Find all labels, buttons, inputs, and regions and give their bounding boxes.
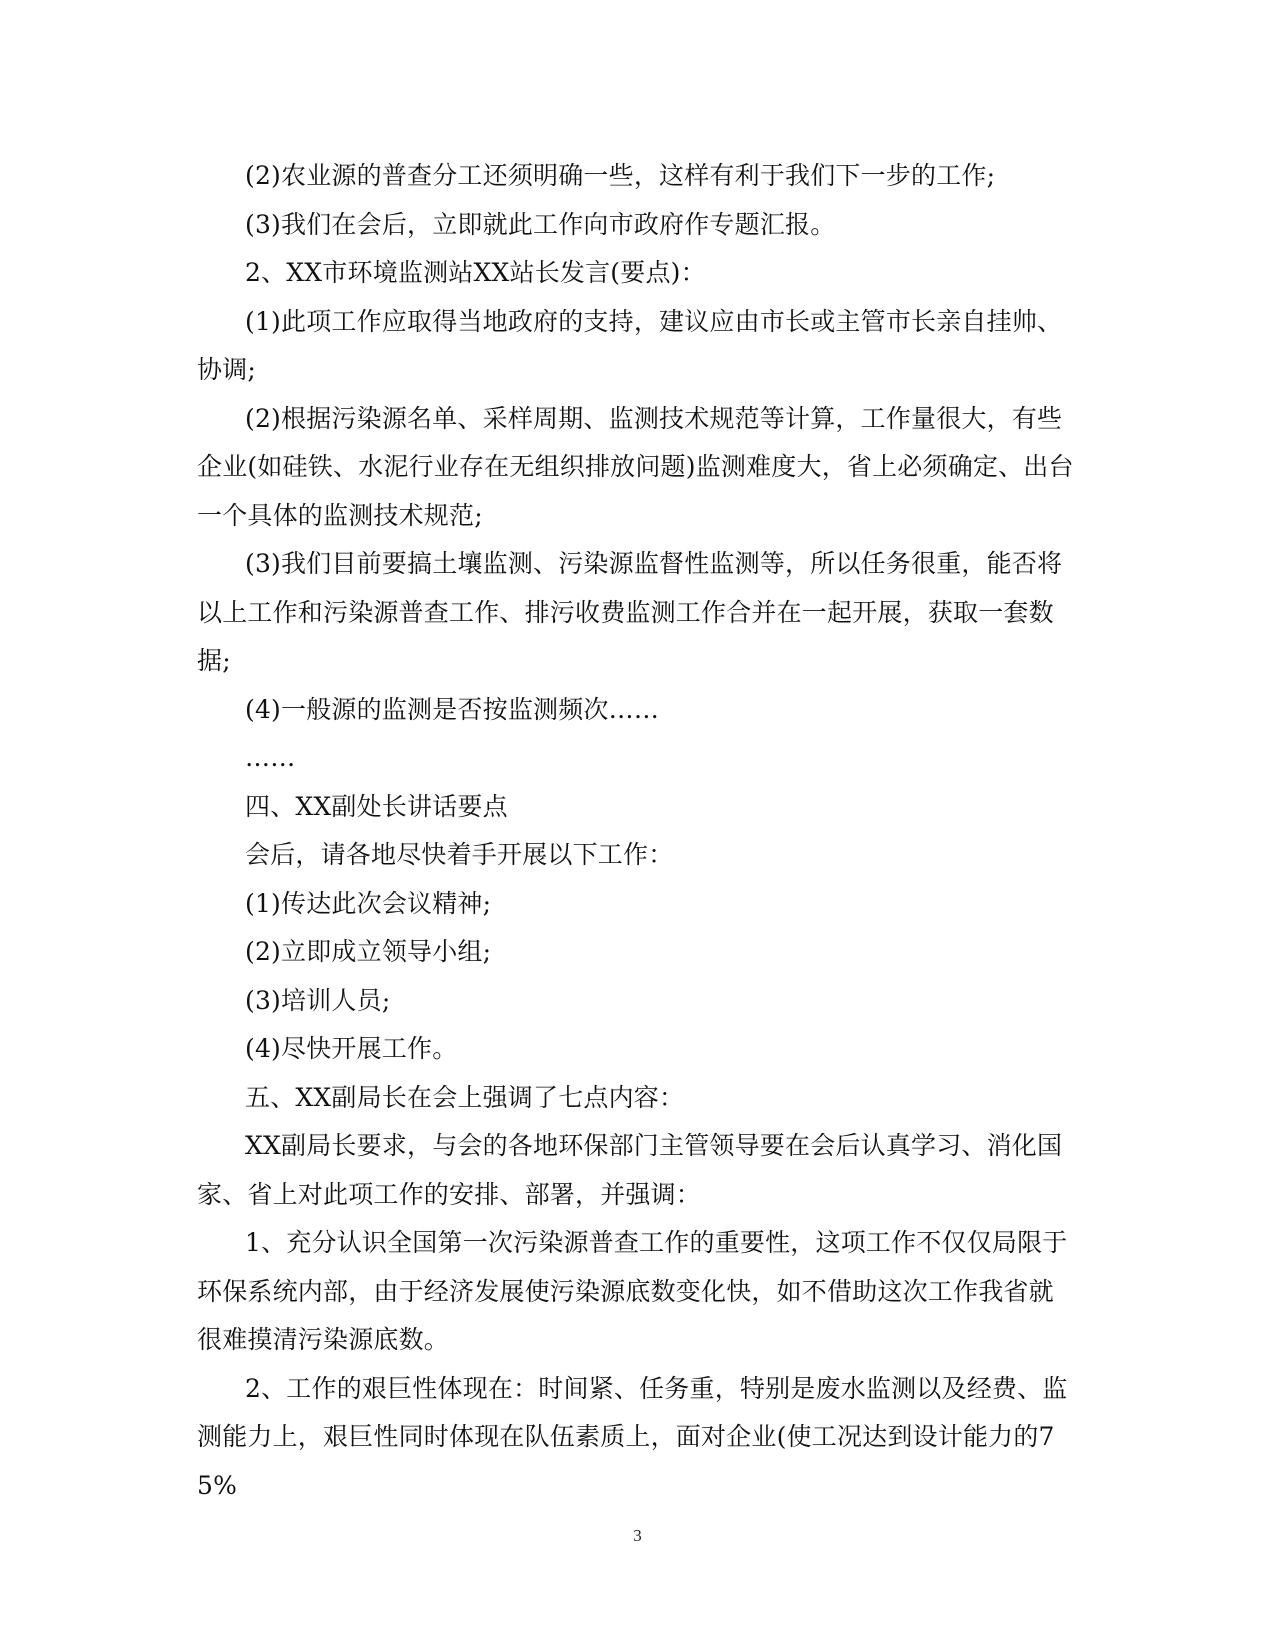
- paragraph-1: (2)农业源的普查分工还须明确一些，这样有利于我们下一步的工作;: [245, 161, 996, 190]
- list-item-4: (4)尽快开展工作。: [245, 1034, 458, 1063]
- paragraph-5: (2)根据污染源名单、采样周期、监测技术规范等计算，工作量很大，有些企业(如硅铁、水泥行业存在无组织排放问题)监测难度大，省上必须确定、出台一个具体的监测技术规范;: [197, 403, 1074, 530]
- paragraph-7: (4)一般源的监测是否按监测频次……: [245, 694, 660, 724]
- list-item-3: (3)培训人员;: [245, 985, 391, 1015]
- section-heading-5: 五、XX副局长在会上强调了七点内容：: [245, 1082, 685, 1112]
- paragraph-6: (3)我们目前要搞土壤监测、污染源监督性监测等，所以任务很重，能否将以上工作和污染源普查工作、排污收费监测工作合并在一起开展，获取一套数据;: [197, 549, 1063, 675]
- section-heading-4: 四、XX副处长讲话要点: [245, 791, 508, 821]
- list-item-2: (2)立即成立领导小组;: [245, 937, 492, 966]
- list-item-1: (1)传达此次会议精神;: [245, 888, 492, 918]
- paragraph-8: ……: [245, 743, 296, 772]
- paragraph-16: XX副局长要求，与会的各地环保部门主管领导要在会后认真学习、消化国家、省上对此项工作的安排、部署，并强调：: [197, 1131, 1063, 1209]
- paragraph-4: (1)此项工作应取得当地政府的支持，建议应由市长或主管市长亲自挂帅、协调;: [197, 306, 1063, 384]
- paragraph-2: (3)我们在会后，立即就此工作向市政府作专题汇报。: [245, 209, 836, 239]
- paragraph-10: 会后，请各地尽快着手开展以下工作：: [245, 840, 674, 869]
- document-body: [197, 152, 1077, 1510]
- paragraph-18: 2、工作的艰巨性体现在：时间紧、任务重，特别是废水监测以及经费、监测能力上，艰巨性同时体现在队伍素质上，面对企业(使工况达到设计能力的75%: [197, 1373, 1068, 1500]
- paragraph-3: 2、XX市环境监测站XX站长发言(要点)：: [245, 258, 706, 287]
- paragraph-17: 1、充分认识全国第一次污染源普查工作的重要性，这项工作不仅仅局限于环保系统内部，由于经济发展使污染源底数变化快，如不借助这次工作我省就很难摸清污染源底数。: [197, 1228, 1068, 1354]
- page-number: 3: [633, 1526, 642, 1545]
